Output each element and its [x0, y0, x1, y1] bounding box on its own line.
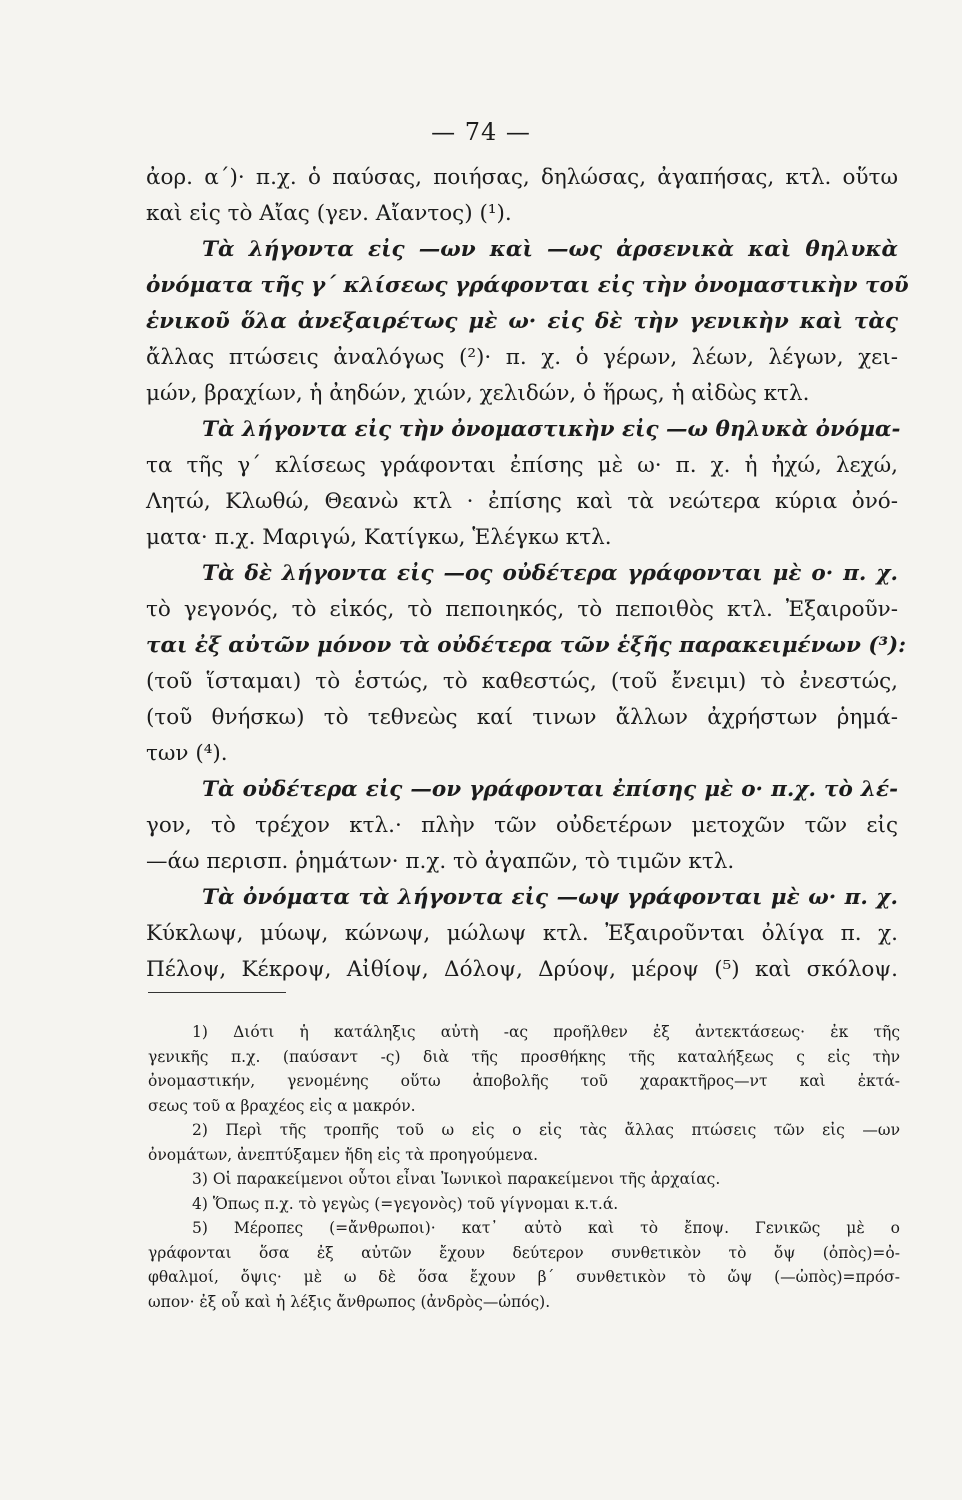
- text-line: ματα· π.χ. Μαριγώ, Κατίγκω, Ἑλέγκω κτλ.: [146, 525, 612, 550]
- text-line: ἄλλας πτώσεις ἀναλόγως (²)· π. χ. ὁ γέρων, λέων, λέγων, χει-: [146, 345, 898, 370]
- text-line: Τὰ λήγοντα εἰς —ων καὶ —ως ἀρσενικὰ καὶ θηλυκὰ: [202, 237, 898, 262]
- text-line: Λητώ, Κλωθώ, Θεανὼ κτλ · ἐπίσης καὶ τὰ νεώτερα κύρια ὀνό-: [146, 489, 898, 514]
- footnote-line: φθαλμοί, ὄψις· μὲ ω δὲ ὅσα ἔχουν β΄ συνθετικὸν τὸ ὤψ (—ὠπὸς)=πρόσ-: [148, 1268, 900, 1286]
- text-line: Τὰ λήγοντα εἰς τὴν ὀνομαστικὴν εἰς —ω θηλυκὰ ὀνόμα-: [202, 417, 901, 442]
- page-number: — 74 —: [431, 118, 531, 146]
- text-line: Τὰ δὲ λήγοντα εἰς —ος οὐδέτερα γράφονται μὲ ο· π. χ.: [202, 561, 898, 586]
- footnote-line: 2) Περὶ τῆς τροπῆς τοῦ ω εἰς ο εἰς τὰς ἄλλας πτώσεις τῶν εἰς —ων: [192, 1121, 900, 1139]
- footnote-line: γράφονται ὅσα ἐξ αὐτῶν ἔχουν δεύτερον συνθετικὸν τὸ ὄψ (ὀπὸς)=ὀ-: [148, 1243, 900, 1262]
- footnotes: [148, 1020, 900, 1314]
- footnote-line: γενικῆς π.χ. (παύσαντ -ς) διὰ τῆς προσθήκης τῆς καταλήξεως ς εἰς τὴν: [148, 1047, 900, 1066]
- text-line: ὀνόματα τῆς γ΄ κλίσεως γράφονται εἰς τὴν ὀνομαστικὴν τοῦ: [146, 273, 909, 298]
- footnote-line: 1) Διότι ἡ κατάληξις αὐτὴ -ας προῆλθεν ἐξ ἀντεκτάσεως· ἐκ τῆς: [192, 1023, 900, 1041]
- footnote-line: ωπον· ἐξ οὗ καὶ ἡ λέξις ἄνθρωπος (ἀνδρὸς—ὠπός).: [148, 1292, 551, 1311]
- text-line: Τὰ ὀνόματα τὰ λήγοντα εἰς —ωψ γράφονται μὲ ω· π. χ.: [202, 885, 898, 910]
- footnote-line: σεως τοῦ α βραχέος εἰς α μακρόν.: [148, 1096, 416, 1115]
- footnote-line: ὀνομαστικήν, γενομένης οὕτω ἀποβολῆς τοῦ χαρακτῆρος—ντ καὶ ἐκτά-: [148, 1072, 900, 1090]
- text-line: (τοῦ θνήσκω) τὸ τεθνεὼς καί τινων ἄλλων ἀχρήστων ῥημά-: [146, 705, 898, 730]
- text-line: γον, τὸ τρέχον κτλ.· πλὴν τῶν οὐδετέρων μετοχῶν τῶν εἰς: [146, 813, 898, 838]
- text-line: τὸ γεγονός, τὸ εἰκός, τὸ πεποιηκός, τὸ πεποιθὸς κτλ. Ἐξαιροῦν-: [146, 597, 898, 622]
- footnote-divider: [148, 992, 286, 993]
- text-line: Κύκλωψ, μύωψ, κώνωψ, μώλωψ κτλ. Ἐξαιροῦνται ὀλίγα π. χ.: [146, 921, 898, 946]
- text-line: ἀορ. α΄)· π.χ. ὁ παύσας, ποιήσας, δηλώσας, ἀγαπήσας, κτλ. οὕτω: [146, 165, 898, 190]
- text-line: τα τῆς γ΄ κλίσεως γράφονται ἐπίσης μὲ ω· π. χ. ἡ ἠχώ, λεχώ,: [146, 453, 898, 478]
- text-line: (τοῦ ἵσταμαι) τὸ ἑστώς, τὸ καθεστώς, (τοῦ ἔνειμι) τὸ ἐνεστώς,: [146, 669, 898, 694]
- main-text: [146, 160, 909, 988]
- text-line: Πέλοψ, Κέκροψ, Αἰθίοψ, Δόλοψ, Δρύοψ, μέροψ (⁵) καὶ σκόλοψ.: [146, 957, 898, 982]
- footnote-line: 3) Οἱ παρακείμενοι οὗτοι εἶναι Ἰωνικοὶ παρακείμενοι τῆς ἀρχαίας.: [192, 1170, 721, 1188]
- footnote-line: 5) Μέροπες (=ἄνθρωποι)· κατ᾽ αὐτὸ καὶ τὸ ἔποψ. Γενικῶς μὲ ο: [192, 1219, 900, 1237]
- text-line: ται ἐξ αὐτῶν μόνον τὰ οὐδέτερα τῶν ἑξῆς παρακειμένων (³):: [146, 633, 907, 658]
- text-line: Τὰ οὐδέτερα εἰς —ον γράφονται ἐπίσης μὲ ο· π.χ. τὸ λέ-: [202, 777, 898, 802]
- text-line: μών, βραχίων, ἡ ἀηδών, χιών, χελιδών, ὁ ἥρως, ἡ αἰδὼς κτλ.: [146, 381, 810, 406]
- footnote-line: 4) Ὅπως π.χ. τὸ γεγὼς (=γεγονὸς) τοῦ γίγνομαι κ.τ.ά.: [192, 1194, 619, 1213]
- footnote-line: ὀνομάτων, ἀνεπτύξαμεν ἤδη εἰς τὰ προηγούμενα.: [148, 1145, 539, 1164]
- text-line: καὶ εἰς τὸ Αἴας (γεν. Αἴαντος) (¹).: [146, 201, 512, 226]
- text-line: ἑνικοῦ ὅλα ἀνεξαιρέτως μὲ ω· εἰς δὲ τὴν γενικὴν καὶ τὰς: [146, 309, 898, 334]
- text-line: των (⁴).: [146, 741, 228, 766]
- text-line: —άω περισπ. ῥημάτων· π.χ. τὸ ἀγαπῶν, τὸ τιμῶν κτλ.: [146, 849, 735, 874]
